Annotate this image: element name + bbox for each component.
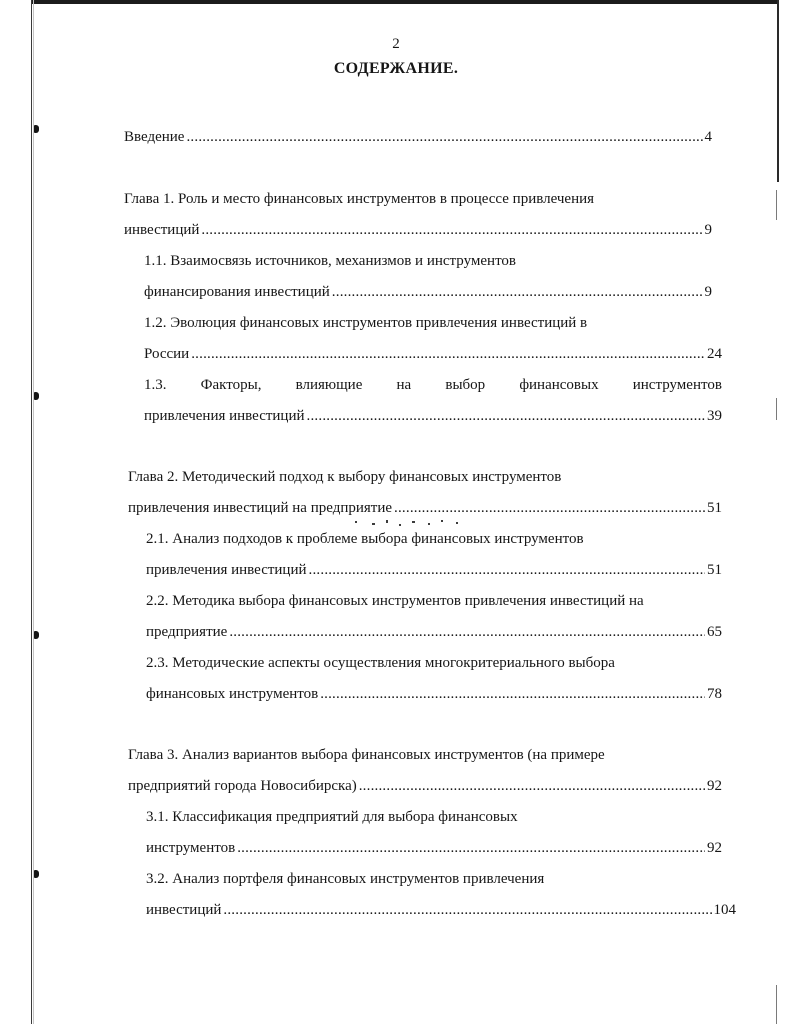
toc-section-2-2[interactable] (146, 592, 722, 641)
toc-section-title: 1.1. Взаимосвязь источников, механизмов и инструментов (144, 253, 517, 269)
toc-chapter-2[interactable] (128, 468, 722, 517)
page-number: 2 (392, 36, 400, 52)
toc-section-title-cont: финансовых инструментов (146, 686, 319, 702)
title-word: 1.3. (144, 377, 167, 393)
toc-chapter-title-cont: привлечения инвестиций на предприятие (128, 500, 393, 516)
toc-section-title-cont: предприятие (146, 624, 228, 640)
dot-leader (332, 283, 703, 301)
toc-section-title: 2.1. Анализ подходов к проблеме выбора финансовых инструментов (146, 531, 584, 547)
title-word: Факторы, (200, 377, 262, 393)
toc-section-2-3[interactable] (146, 654, 722, 703)
dot-leader (186, 128, 702, 146)
dot-leader (201, 221, 702, 239)
toc-page-number: 92 (707, 778, 722, 794)
title-word: финансовых (519, 377, 599, 393)
dot-leader (359, 777, 705, 795)
toc-entry-intro[interactable] (124, 128, 712, 146)
toc-chapter-title: Глава 1. Роль и место финансовых инструментов в процессе привлечения (124, 191, 595, 207)
toc-section-title-cont: финансирования инвестиций (144, 284, 330, 300)
dot-leader (229, 623, 705, 641)
binding-hole-mark (34, 392, 39, 400)
toc-chapter-title-cont: инвестиций (124, 222, 200, 238)
page-title: СОДЕРЖАНИЕ. (333, 60, 459, 77)
scan-edge-tick (776, 190, 777, 220)
dot-leader (237, 839, 705, 857)
toc-section-title: 2.3. Методические аспекты осуществления многокритериального выбора (146, 655, 615, 671)
toc-section-title-cont: инвестиций (146, 902, 222, 918)
toc-section-title-cont: привлечения инвестиций (146, 562, 307, 578)
dot-leader (307, 407, 705, 425)
toc-page-number: 92 (707, 840, 722, 856)
binding-hole-mark (34, 125, 39, 133)
toc-section-1-2[interactable] (144, 314, 722, 363)
toc-section-1-3[interactable] (144, 376, 722, 425)
scan-border-left (31, 0, 32, 1024)
toc-page-number: 39 (707, 408, 722, 424)
dot-leader (191, 345, 705, 363)
toc-section-3-2[interactable] (146, 870, 736, 919)
toc-page-number: 9 (704, 284, 712, 300)
toc-section-title: 3.2. Анализ портфеля финансовых инструментов привлечения (146, 871, 545, 887)
toc-page-number: 51 (707, 500, 722, 516)
dot-leader (309, 561, 705, 579)
toc-page-number: 9 (704, 222, 712, 238)
toc-chapter-title: Глава 3. Анализ вариантов выбора финансовых инструментов (на примере (128, 747, 605, 763)
toc-page-number: 51 (707, 562, 722, 578)
toc-section-2-1[interactable] (146, 530, 722, 579)
title-word: влияющие (295, 377, 363, 393)
title-word: выбор (445, 377, 486, 393)
toc-chapter-title-cont: предприятий города Новосибирска) (128, 778, 357, 794)
dot-leader (320, 685, 705, 703)
toc-section-3-1[interactable] (146, 808, 722, 857)
scan-edge-tick (776, 985, 777, 1024)
toc-chapter-1[interactable] (124, 190, 712, 239)
toc-page-number: 65 (707, 624, 722, 640)
toc-chapter-title: Глава 2. Методический подход к выбору финансовых инструментов (128, 469, 562, 485)
toc-page-number: 4 (704, 129, 712, 145)
toc-section-title (144, 376, 722, 394)
scan-border-top (32, 0, 777, 4)
binding-hole-mark (34, 870, 39, 878)
toc-page-number: 104 (713, 902, 736, 918)
binding-hole-mark (34, 631, 39, 639)
toc-entry-label: Введение (124, 129, 185, 145)
toc-chapter-3[interactable] (128, 746, 722, 795)
scan-edge-tick (776, 398, 777, 420)
toc-section-title: 3.1. Классификация предприятий для выбора финансовых (146, 809, 518, 825)
toc-section-title-cont: инструментов (146, 840, 236, 856)
toc-section-title: 1.2. Эволюция финансовых инструментов привлечения инвестиций в (144, 315, 588, 331)
toc-section-title-cont: привлечения инвестиций (144, 408, 305, 424)
toc-section-1-1[interactable] (144, 252, 712, 301)
toc-page-number: 24 (707, 346, 722, 362)
toc-page-number: 78 (707, 686, 722, 702)
title-word: на (396, 377, 412, 393)
dot-leader (223, 901, 711, 919)
scan-border-right (777, 0, 779, 182)
toc-section-title-cont: России (144, 346, 190, 362)
title-word: инструментов (632, 377, 722, 393)
dot-leader (394, 499, 705, 517)
toc-section-title: 2.2. Методика выбора финансовых инструментов привлечения инвестиций на (146, 593, 644, 609)
